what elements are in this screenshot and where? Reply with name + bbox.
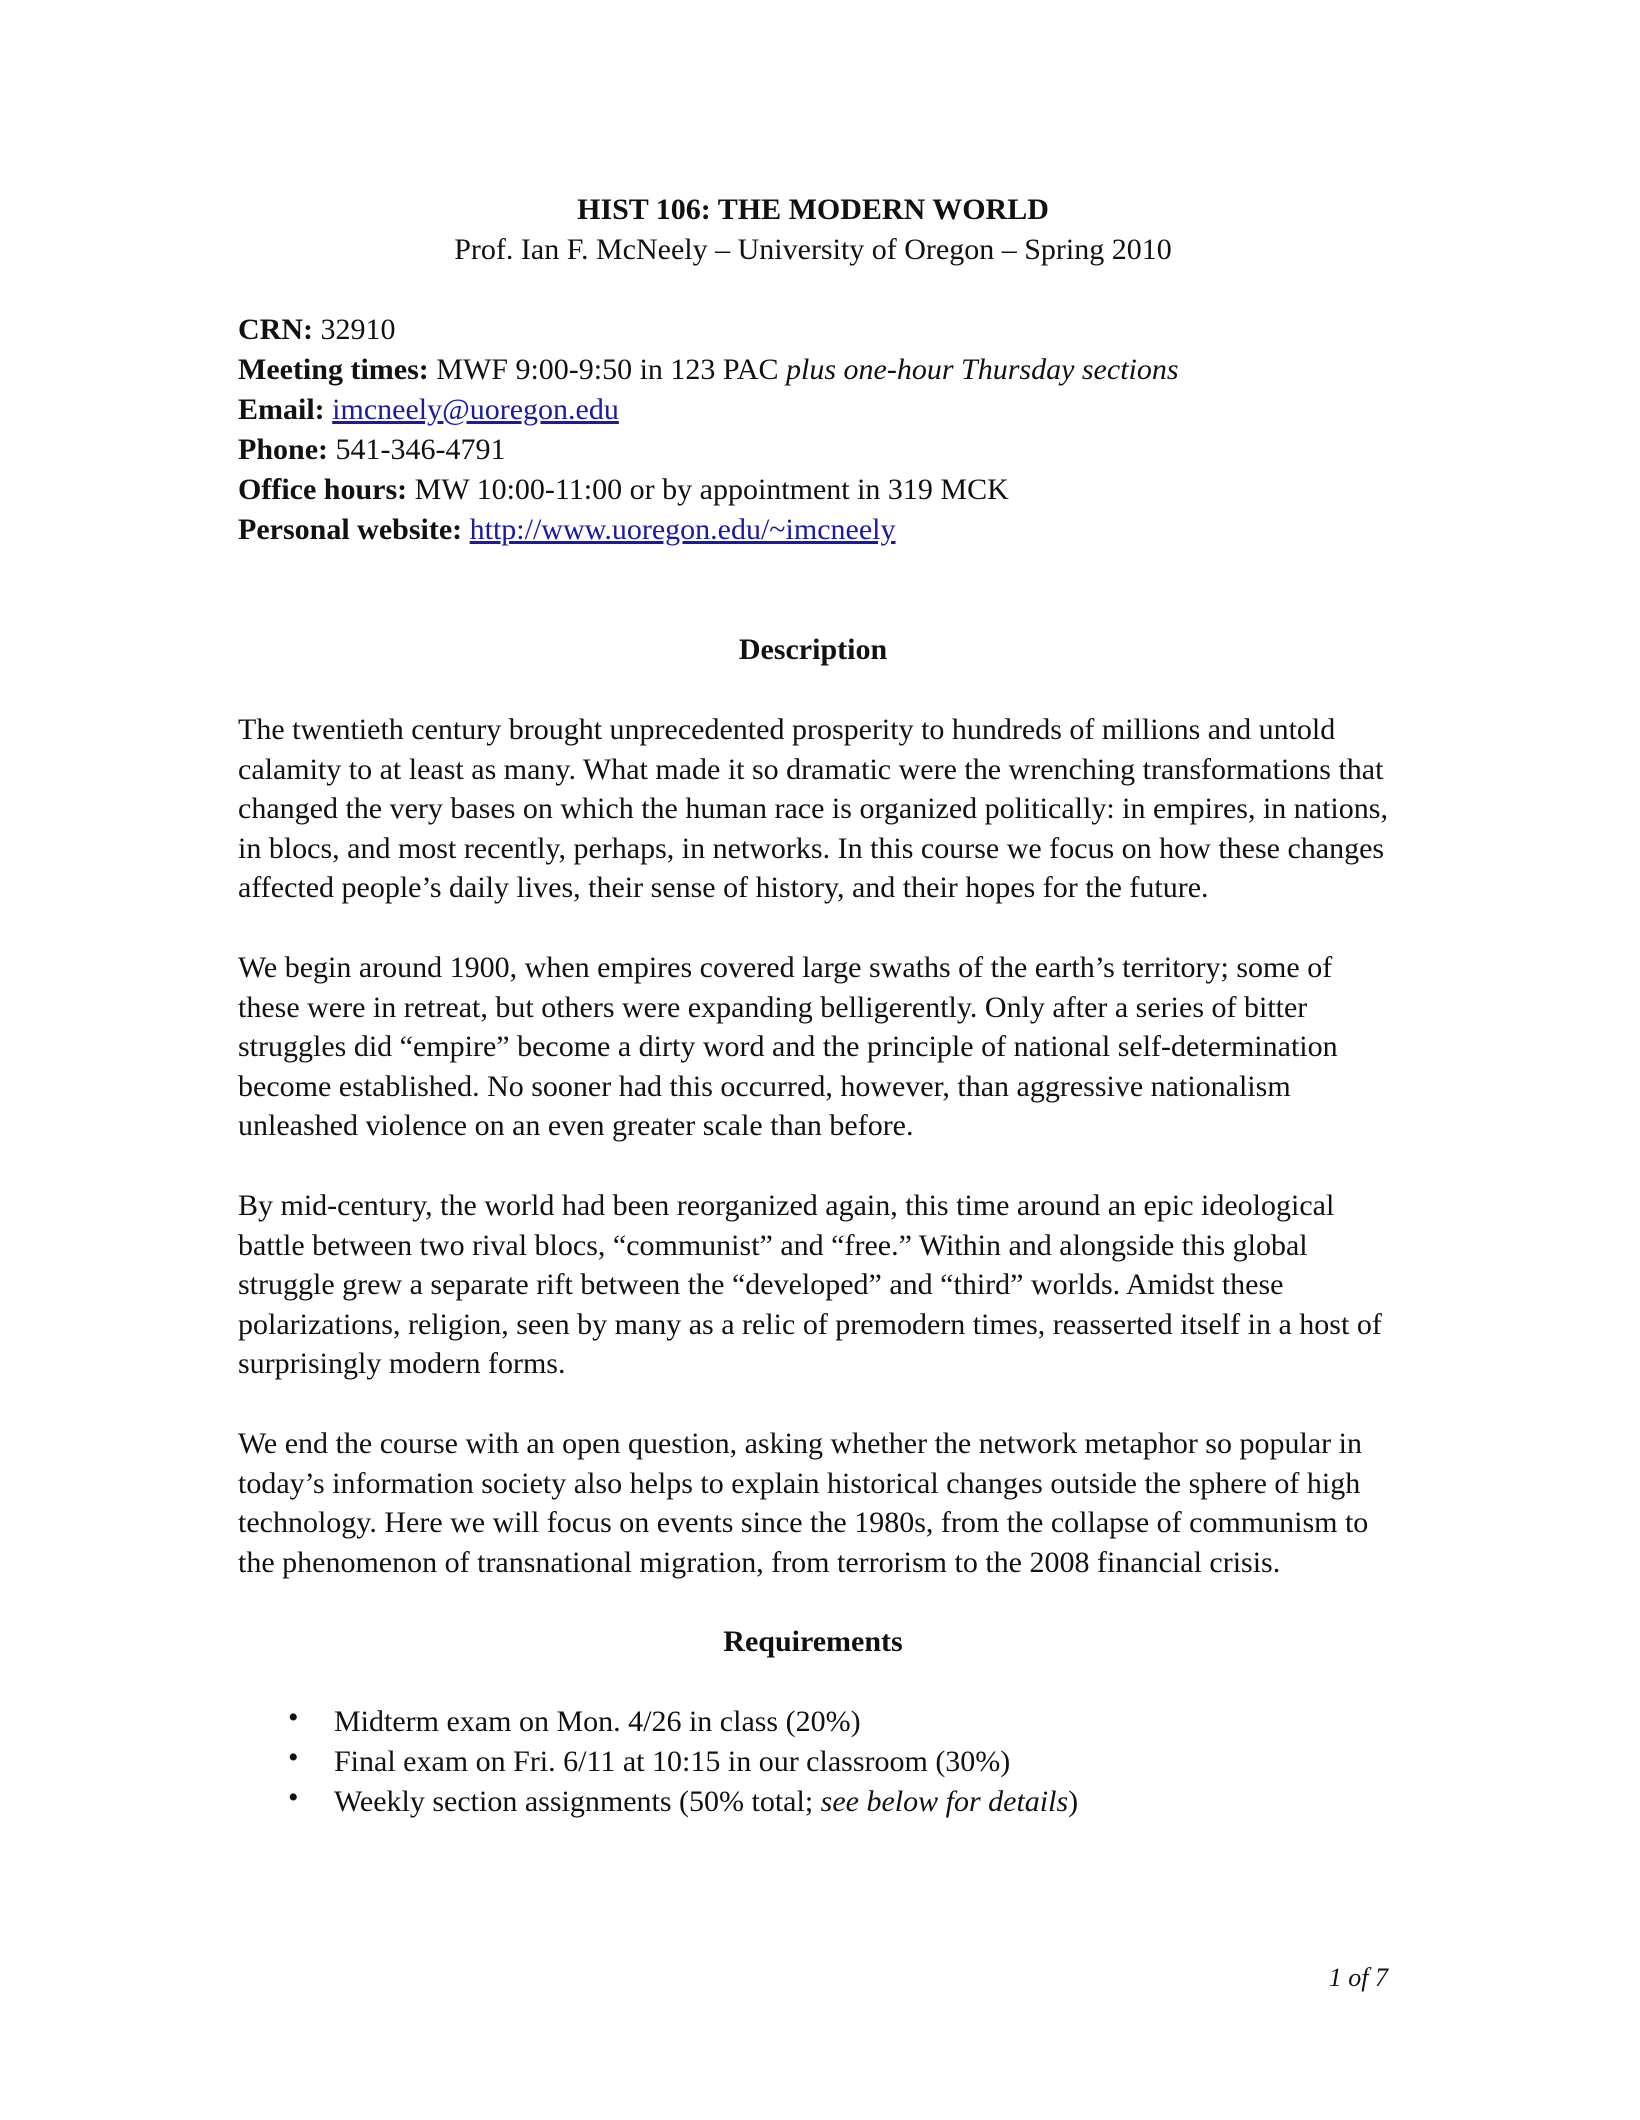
website-label: Personal website: bbox=[238, 513, 463, 546]
requirement-italic: see below for details bbox=[820, 1785, 1069, 1819]
description-paragraph: We end the course with an open question, asking whether the network metaphor so popular in today’s information society also helps to explain historical changes outside the sphere of high technology. Here we will focus on events since the 1980s, from the collapse of communism to the phenomenon of transnational migration, from terrorism to the 2008 financial crisis. bbox=[238, 1426, 1369, 1579]
meeting-value: MWF 9:00-9:50 in 123 PAC bbox=[428, 353, 787, 386]
requirements-list bbox=[238, 1702, 1388, 1822]
meeting-row bbox=[238, 350, 1388, 390]
description-paragraph: The twentieth century brought unprecedented prosperity to hundreds of millions and untold calamity to at least as many. What made it so dramatic were the wrenching transformations that changed the very bases on which the human race is organized politically: in empires, in nations, in blocs, and most recently, perhaps, in networks. In this course we focus on how these changes affected people’s daily lives, their sense of history, and their hopes for the future. bbox=[238, 713, 1388, 905]
course-info bbox=[238, 310, 1388, 550]
course-subtitle: Prof. Ian F. McNeely – University of Oregon – Spring 2010 bbox=[454, 233, 1172, 266]
email-label: Email: bbox=[238, 393, 325, 426]
bullet-icon: • bbox=[288, 1701, 299, 1735]
description-paragraph: By mid-century, the world had been reorganized again, this time around an epic ideological battle between two rival blocs, “communist” and “free.” Within and alongside this global struggle grew a separate rift between the “developed” and “third” worlds. Amidst these polarizations, religion, seen by many as a relic of premodern times, reasserted itself in a host of surprisingly modern forms. bbox=[238, 1188, 1382, 1381]
office-hours-value: MW 10:00-11:00 or by appointment in 319 MCK bbox=[407, 473, 1009, 506]
list-item bbox=[238, 1782, 1388, 1822]
crn-label: CRN: bbox=[238, 313, 313, 346]
crn-row bbox=[238, 310, 1388, 350]
meeting-extra: plus one-hour Thursday sections bbox=[786, 353, 1179, 386]
page-number: 1 of 7 bbox=[1328, 1963, 1388, 1992]
phone-label: Phone: bbox=[238, 433, 328, 466]
requirement-tail: ) bbox=[1068, 1785, 1079, 1819]
office-hours-label: Office hours: bbox=[238, 473, 408, 506]
website-row bbox=[238, 510, 1388, 550]
requirement-text: Final exam on Fri. 6/11 at 10:15 in our classroom (30%) bbox=[334, 1745, 1011, 1779]
bullet-icon: • bbox=[288, 1741, 299, 1775]
email-link[interactable]: imcneely@uoregon.edu bbox=[332, 393, 619, 426]
course-title: HIST 106: THE MODERN WORLD bbox=[577, 193, 1049, 226]
description-paragraph: We begin around 1900, when empires covered large swaths of the earth’s territory; some of these were in retreat, but others were expanding belligerently. Only after a series of bitter struggles did “empire” become a dirty word and the principle of national self-determination become established. No sooner had this occurred, however, than aggressive nationalism unleashed violence on an even greater scale than before. bbox=[238, 950, 1338, 1143]
crn-value: 32910 bbox=[313, 313, 396, 346]
email-row bbox=[238, 390, 1388, 430]
list-item bbox=[238, 1702, 1388, 1742]
phone-row bbox=[238, 430, 1388, 470]
office-hours-row bbox=[238, 470, 1388, 510]
page-content bbox=[238, 190, 1388, 1822]
list-item bbox=[238, 1742, 1388, 1782]
requirement-text: Midterm exam on Mon. 4/26 in class (20%) bbox=[334, 1705, 861, 1739]
meeting-label: Meeting times: bbox=[238, 353, 429, 386]
website-link[interactable]: http://www.uoregon.edu/~imcneely bbox=[469, 513, 896, 546]
description-heading: Description bbox=[738, 633, 888, 666]
requirements-heading: Requirements bbox=[723, 1625, 903, 1659]
requirement-text: Weekly section assignments (50% total; bbox=[334, 1785, 821, 1819]
bullet-icon: • bbox=[288, 1781, 299, 1815]
phone-value: 541-346-4791 bbox=[328, 433, 506, 466]
